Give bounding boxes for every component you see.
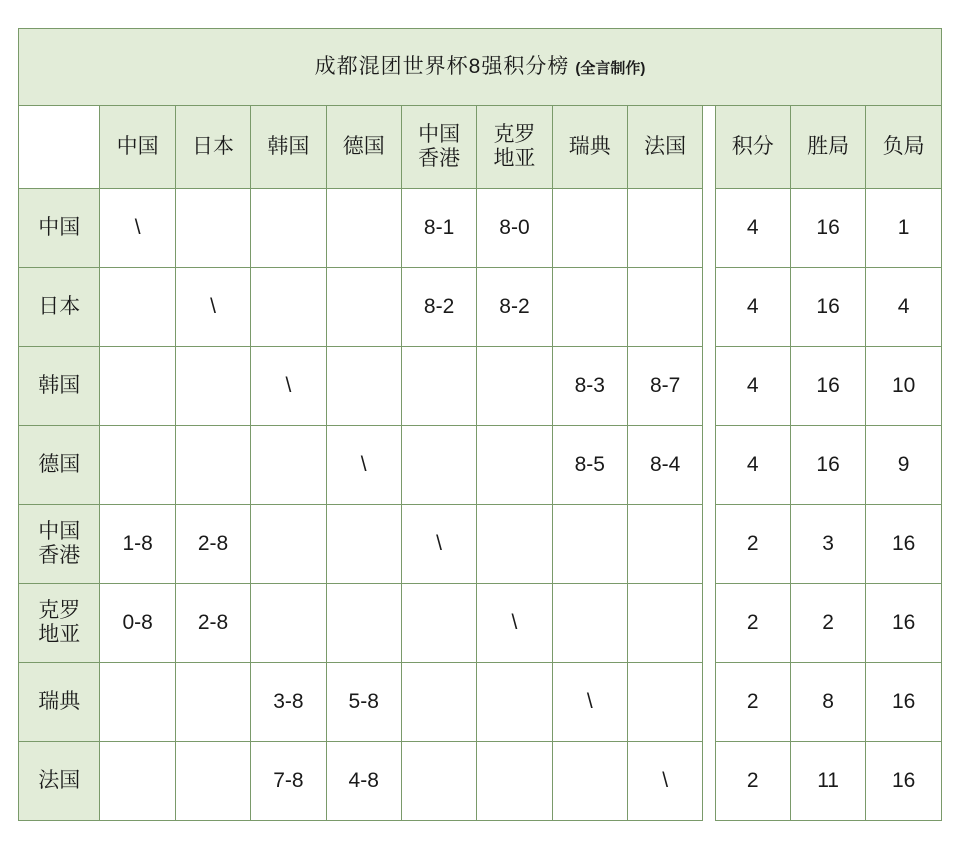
match-result-win: 8-0: [477, 189, 552, 268]
empty-cell: [477, 347, 552, 426]
stat-wins: 16: [790, 268, 865, 347]
match-result-loss: 7-8: [251, 742, 326, 821]
empty-cell: [627, 268, 702, 347]
empty-cell: [401, 742, 476, 821]
stat-losses: 10: [866, 347, 942, 426]
self-cell: \: [100, 189, 175, 268]
column-header-opponent: 日本: [175, 106, 250, 189]
standings-table: [18, 28, 942, 821]
match-result-win: 8-2: [477, 268, 552, 347]
stat-losses: 1: [866, 189, 942, 268]
title-row: [19, 29, 942, 106]
self-cell: \: [251, 347, 326, 426]
column-header-opponent: 中国 香港: [401, 106, 476, 189]
table-row: [19, 584, 942, 663]
match-result-loss: 2-8: [175, 584, 250, 663]
empty-cell: [552, 505, 627, 584]
column-header-opponent: 德国: [326, 106, 401, 189]
stat-points: 2: [715, 663, 790, 742]
empty-cell: [251, 189, 326, 268]
empty-cell: [251, 268, 326, 347]
stat-wins: 3: [790, 505, 865, 584]
table-row: [19, 347, 942, 426]
empty-cell: [175, 663, 250, 742]
title-sub: (全言制作): [575, 59, 646, 77]
self-cell: \: [627, 742, 702, 821]
table-row: [19, 742, 942, 821]
match-result-win: 8-7: [627, 347, 702, 426]
match-result-loss: 3-8: [251, 663, 326, 742]
match-result-loss: 0-8: [100, 584, 175, 663]
self-cell: \: [401, 505, 476, 584]
empty-cell: [627, 189, 702, 268]
stat-points: 2: [715, 742, 790, 821]
row-header-team: 瑞典: [19, 663, 100, 742]
empty-cell: [477, 742, 552, 821]
self-cell: \: [477, 584, 552, 663]
stat-losses: 16: [866, 742, 942, 821]
stat-wins: 16: [790, 189, 865, 268]
match-result-win: 8-4: [627, 426, 702, 505]
stat-wins: 2: [790, 584, 865, 663]
stat-losses: 4: [866, 268, 942, 347]
match-result-win: 8-3: [552, 347, 627, 426]
row-header-team: 克罗 地亚: [19, 584, 100, 663]
empty-cell: [477, 505, 552, 584]
stat-points: 4: [715, 426, 790, 505]
row-header-team: 中国: [19, 189, 100, 268]
empty-cell: [175, 426, 250, 505]
column-header-stat: 积分: [715, 106, 790, 189]
empty-cell: [326, 189, 401, 268]
empty-cell: [100, 347, 175, 426]
empty-cell: [175, 189, 250, 268]
empty-cell: [326, 268, 401, 347]
stat-points: 2: [715, 584, 790, 663]
page-title: [19, 29, 942, 106]
empty-cell: [251, 505, 326, 584]
match-result-loss: 1-8: [100, 505, 175, 584]
empty-cell: [100, 268, 175, 347]
stat-points: 4: [715, 189, 790, 268]
column-spacer: [703, 106, 715, 821]
empty-cell: [326, 505, 401, 584]
empty-cell: [175, 347, 250, 426]
empty-cell: [100, 426, 175, 505]
empty-cell: [552, 742, 627, 821]
table-row: [19, 189, 942, 268]
corner-cell: [19, 106, 100, 189]
stat-losses: 16: [866, 584, 942, 663]
self-cell: \: [326, 426, 401, 505]
stat-wins: 16: [790, 426, 865, 505]
row-header-team: 韩国: [19, 347, 100, 426]
stat-points: 2: [715, 505, 790, 584]
row-header-team: 日本: [19, 268, 100, 347]
empty-cell: [326, 584, 401, 663]
column-header-opponent: 克罗 地亚: [477, 106, 552, 189]
table-row: [19, 268, 942, 347]
column-header-opponent: 法国: [627, 106, 702, 189]
row-header-team: 德国: [19, 426, 100, 505]
stat-wins: 11: [790, 742, 865, 821]
empty-cell: [477, 426, 552, 505]
empty-cell: [552, 584, 627, 663]
empty-cell: [552, 268, 627, 347]
table-row: [19, 505, 942, 584]
self-cell: \: [175, 268, 250, 347]
stat-wins: 16: [790, 347, 865, 426]
stat-wins: 8: [790, 663, 865, 742]
empty-cell: [627, 505, 702, 584]
stat-losses: 16: [866, 663, 942, 742]
empty-cell: [100, 742, 175, 821]
empty-cell: [627, 663, 702, 742]
empty-cell: [175, 742, 250, 821]
empty-cell: [627, 584, 702, 663]
empty-cell: [251, 584, 326, 663]
stat-points: 4: [715, 347, 790, 426]
match-result-loss: 5-8: [326, 663, 401, 742]
match-result-win: 8-2: [401, 268, 476, 347]
stat-points: 4: [715, 268, 790, 347]
column-header-opponent: 韩国: [251, 106, 326, 189]
empty-cell: [401, 347, 476, 426]
match-result-loss: 4-8: [326, 742, 401, 821]
row-header-team: 法国: [19, 742, 100, 821]
column-header-stat: 负局: [866, 106, 942, 189]
empty-cell: [401, 663, 476, 742]
empty-cell: [401, 426, 476, 505]
column-header-stat: 胜局: [790, 106, 865, 189]
empty-cell: [401, 584, 476, 663]
table-row: [19, 663, 942, 742]
self-cell: \: [552, 663, 627, 742]
column-header-opponent: 瑞典: [552, 106, 627, 189]
empty-cell: [326, 347, 401, 426]
match-result-win: 8-1: [401, 189, 476, 268]
empty-cell: [477, 663, 552, 742]
empty-cell: [100, 663, 175, 742]
stat-losses: 16: [866, 505, 942, 584]
header-row: [19, 106, 942, 189]
table-row: [19, 426, 942, 505]
match-result-win: 8-5: [552, 426, 627, 505]
empty-cell: [251, 426, 326, 505]
title-main: 成都混团世界杯8强积分榜: [314, 54, 570, 78]
match-result-loss: 2-8: [175, 505, 250, 584]
row-header-team: 中国 香港: [19, 505, 100, 584]
standings-table-container: [18, 28, 942, 821]
empty-cell: [552, 189, 627, 268]
column-header-opponent: 中国: [100, 106, 175, 189]
stat-losses: 9: [866, 426, 942, 505]
